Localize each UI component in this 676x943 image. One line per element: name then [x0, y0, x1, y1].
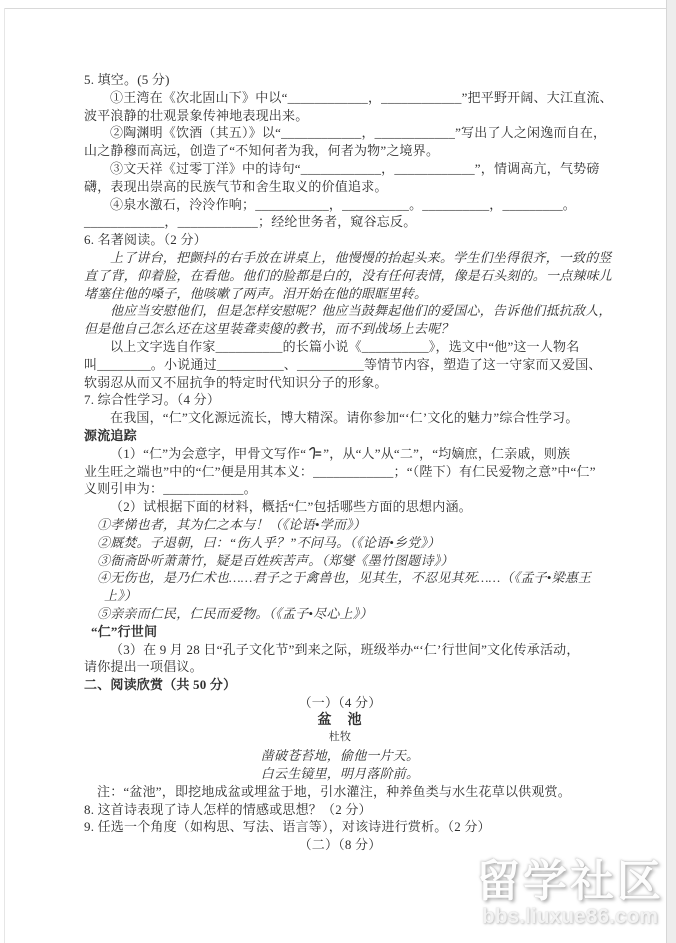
scan-background-strip	[667, 0, 676, 943]
watermark-url-text: bbs.liuxue86.com	[481, 905, 659, 928]
text-line: 波平浪静的壮观景象传神地表现出来。	[84, 107, 309, 123]
text-line: （2）试根据下面的材料，概括“仁”包括哪些方面的思想内涵。	[110, 499, 472, 515]
novel-excerpt-line: 但是他自己怎么还在这里装聋卖傻的教书，而不到战场上去呢？	[84, 321, 454, 337]
text-line: ③文天祥《过零丁洋》中的诗句“____________，____________”，情调高亢，气势磅	[110, 160, 600, 176]
page-left-border	[4, 8, 5, 943]
text-line: ④泉水激石，泠泠作响；___________，__________。__________，_________。	[110, 196, 577, 212]
question-9-heading: 9. 任选一个角度（如构思、写法、语言等），对该诗进行赏析。（2 分）	[84, 819, 491, 835]
text-line: （3）在 9 月 28 日“孔子文化节”到来之际，班级举办“‘仁’行世间”文化传承活动，	[110, 641, 580, 657]
text-line: 礴，表现出崇高的民族气节和舍生取义的价值追求。	[84, 178, 388, 194]
text-line: 在我国，“仁”文化源远流长，博大精深。请你参加“‘仁’文化的魅力”综合性学习。	[110, 410, 579, 426]
exam-content	[84, 71, 613, 854]
poem-line: 白云生镜里，明月落阶前。	[260, 766, 420, 782]
material-quote-line: ③衙斋卧听萧萧竹，疑是百姓疾苦声。（郑燮《墨竹图题诗》）	[97, 552, 454, 568]
section-2-heading: 二、阅读欣赏（共 50 分）	[84, 677, 237, 693]
question-8-heading: 8. 这首诗表现了诗人怎样的情感或思想？（2 分）	[84, 801, 372, 817]
poem-title: 盆 池	[317, 712, 363, 728]
material-quote-line: 上》）	[104, 588, 138, 604]
text-line: 请你提出一项倡议。	[84, 659, 203, 675]
text-line: ____________，____________；经纶世务者，窥谷忘反。	[84, 214, 417, 230]
part-1-label: （一）（4 分）	[298, 694, 382, 710]
material-quote-line: ①孝悌也者，其为仁之本与！（《论语•学而》）	[97, 516, 366, 532]
text-line: 山之静穆而高远，创造了“不知何者为我，何者为物”之境界。	[84, 143, 440, 159]
glyph-line-before: （1）“仁”为会意字，甲骨文写作“	[110, 445, 307, 461]
oracle-glyph-line	[84, 445, 596, 463]
material-quote-line: ④无伤也，是乃仁术也……君子之于禽兽也，见其生，不忍见其死……（《孟子•梁惠王	[97, 570, 592, 586]
watermark-logo-text: 留学社区	[476, 857, 664, 906]
page-top-border	[4, 8, 667, 9]
material-quote-line: ⑤亲亲而仁民，仁民而爱物。（《孟子•尽心上》）	[97, 605, 373, 621]
text-line: 义则引申为：____________。	[84, 481, 257, 497]
poem-author: 杜牧	[328, 731, 352, 744]
question-7-heading: 7. 综合性学习。（4 分）	[84, 392, 221, 408]
glyph-line-after: ”，从“人”从“二”，“均嫡庶，仁亲戚，则族	[323, 445, 571, 461]
text-line: 叫________。小说通过__________、__________等情节内容，塑造了这一守家而又爱国、	[84, 356, 602, 372]
novel-excerpt-line: 直了背，仰着脸，在看他。他们的脸都是白的，没有任何表情，像是石头刻的。一点辣味儿	[84, 267, 613, 283]
question-5-heading: 5. 填空。(5 分)	[84, 72, 170, 87]
material-quote-line: ②厩焚。子退朝，曰：“伤人乎？”不问马。（《论语•乡党》）	[97, 534, 441, 550]
site-watermark	[476, 845, 664, 929]
text-line: 以上文字选自作家__________的长篇小说《__________》，选文中“他”这一人物名	[110, 338, 580, 354]
poem-note-line: 注：“盆池”，即挖地成盆或埋盆于地，引水灌注，种养鱼类与水生花草以供观赏。	[97, 783, 571, 799]
text-line: 业生旺之端也”中的“仁”便是用其本义：____________；“（陛下）有仁民爱物之意”中“仁”	[84, 463, 596, 479]
poem-line: 凿破苍苔地，偷他一片天。	[260, 748, 420, 764]
text-line: ②陶渊明《饮酒（其五）》以“____________，____________”写出了人之闲逸而自在，	[110, 125, 607, 141]
part-2-label: （二）（8 分）	[298, 837, 382, 853]
question-6-heading: 6. 名著阅读。（2 分）	[84, 232, 207, 248]
text-line: 软弱忍从而又不屈抗争的特定时代知识分子的形象。	[84, 374, 388, 390]
oracle-bone-ren-glyph	[307, 446, 322, 465]
novel-excerpt-line: 上了讲台，把颤抖的右手放在讲桌上，他慢慢的抬起头来。学生们坐得很齐，一致的竖	[110, 249, 612, 265]
novel-excerpt-line: 堵塞住他的嗓子，他咳嗽了两声。泪开始在他的眼眶里转。	[84, 285, 428, 301]
subsection-heading-source-tracing: 源流追踪	[84, 427, 137, 443]
subsection-heading-ren-in-world: “仁”行世间	[91, 623, 158, 639]
text-line: ①王湾在《次北固山下》中以“____________，____________”把平野开阔、大江直流、	[110, 89, 613, 105]
novel-excerpt-line: 他应当安慰他们，但是怎样安慰呢？他应当鼓舞起他们的爱国心，告诉他们抵抗敌人，	[110, 303, 612, 319]
